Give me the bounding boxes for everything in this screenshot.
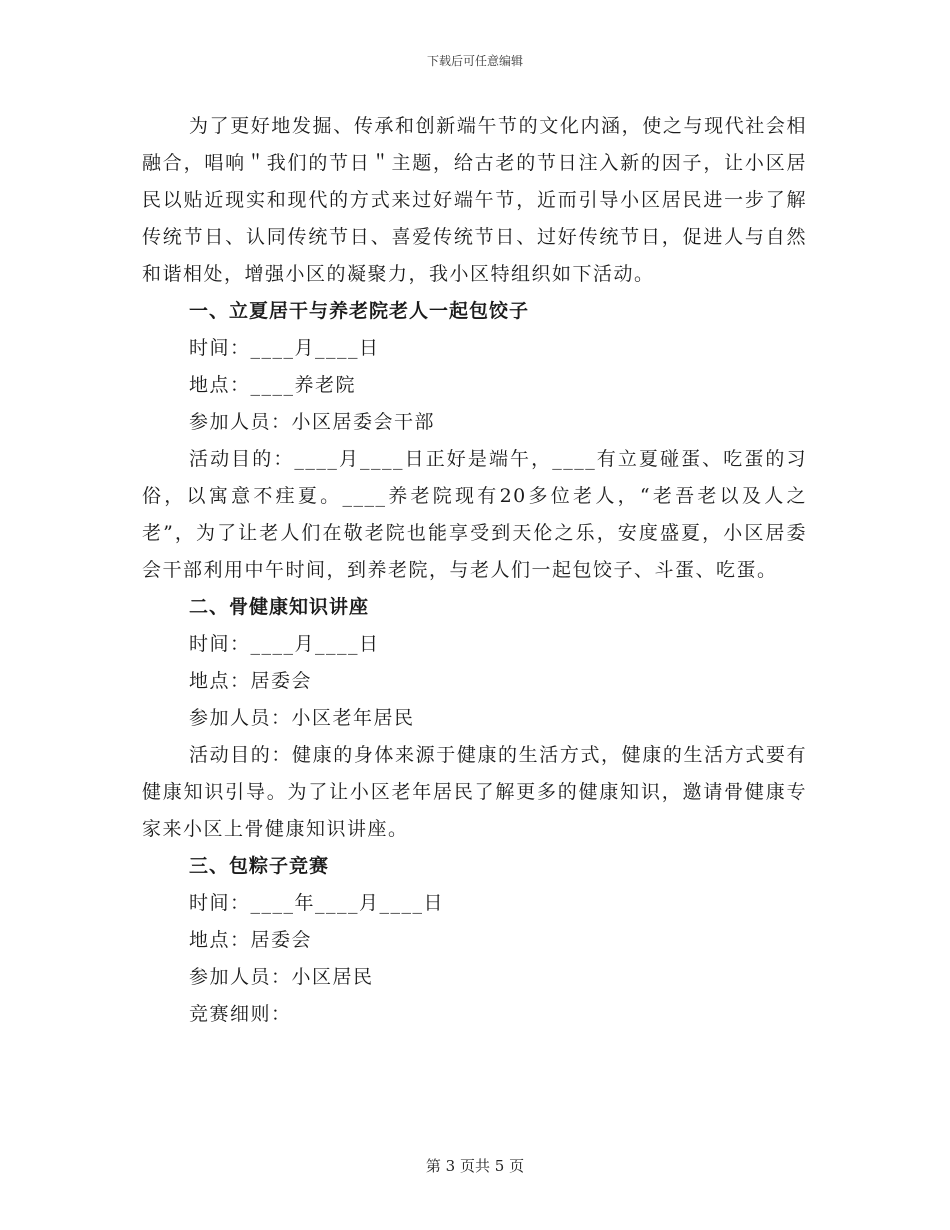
page-footer: 第 3 页共 5 页 — [425, 1157, 525, 1175]
section-1-participants: 参加人员：小区居委会干部 — [189, 411, 436, 433]
section-2-time: 时间：____月____日 — [189, 633, 380, 655]
intro-paragraph: 为了更好地发掘、传承和创新端午节的文化内涵，使之与现代社会相融合，唱响＂我们的节日＂主题，给古老的节日注入新的因子，让小区居民以贴近现实和现代的方式来过好端午节，近而引导小区居民进一步了解传统节日、认同传统节日、喜爱传统节日、过好传统节日，促进人与自然和谐相处，增强小区的凝聚力，我小区特组织如下活动。 — [142, 115, 807, 285]
page-header: 下载后可任意编辑 — [426, 54, 523, 68]
section-3-title: 三、包粽子竞赛 — [189, 855, 330, 877]
section-3-participants: 参加人员：小区居民 — [189, 966, 374, 988]
section-1-purpose: 活动目的：____月____日正好是端午，____有立夏碰蛋、吃蛋的习俗，以寓意不疰夏。____养老院现有20多位老人，“老吾老以及人之老”，为了让老人们在敬老院也能享受到天伦之乐，安度盛夏，小区居委会干部利用中午时间，到养老院，与老人们一起包饺子、斗蛋、吃蛋。 — [142, 448, 807, 581]
document-body — [142, 108, 807, 1033]
section-1-place: 地点：____养老院 — [189, 374, 357, 396]
section-3-time: 时间：____年____月____日 — [189, 892, 445, 914]
section-2-place: 地点：居委会 — [189, 670, 313, 692]
section-1-time: 时间：____月____日 — [189, 337, 380, 359]
section-3-rules: 竞赛细则： — [189, 1003, 292, 1025]
section-1-title: 一、立夏居干与养老院老人一起包饺子 — [189, 300, 530, 322]
section-2-participants: 参加人员：小区老年居民 — [189, 707, 415, 729]
section-2-purpose: 活动目的：健康的身体来源于健康的生活方式，健康的生活方式要有健康知识引导。为了让小区老年居民了解更多的健康知识，邀请骨健康专家来小区上骨健康知识讲座。 — [142, 744, 807, 840]
section-2-title: 二、骨健康知识讲座 — [189, 596, 370, 618]
section-3-place: 地点：居委会 — [189, 929, 313, 951]
